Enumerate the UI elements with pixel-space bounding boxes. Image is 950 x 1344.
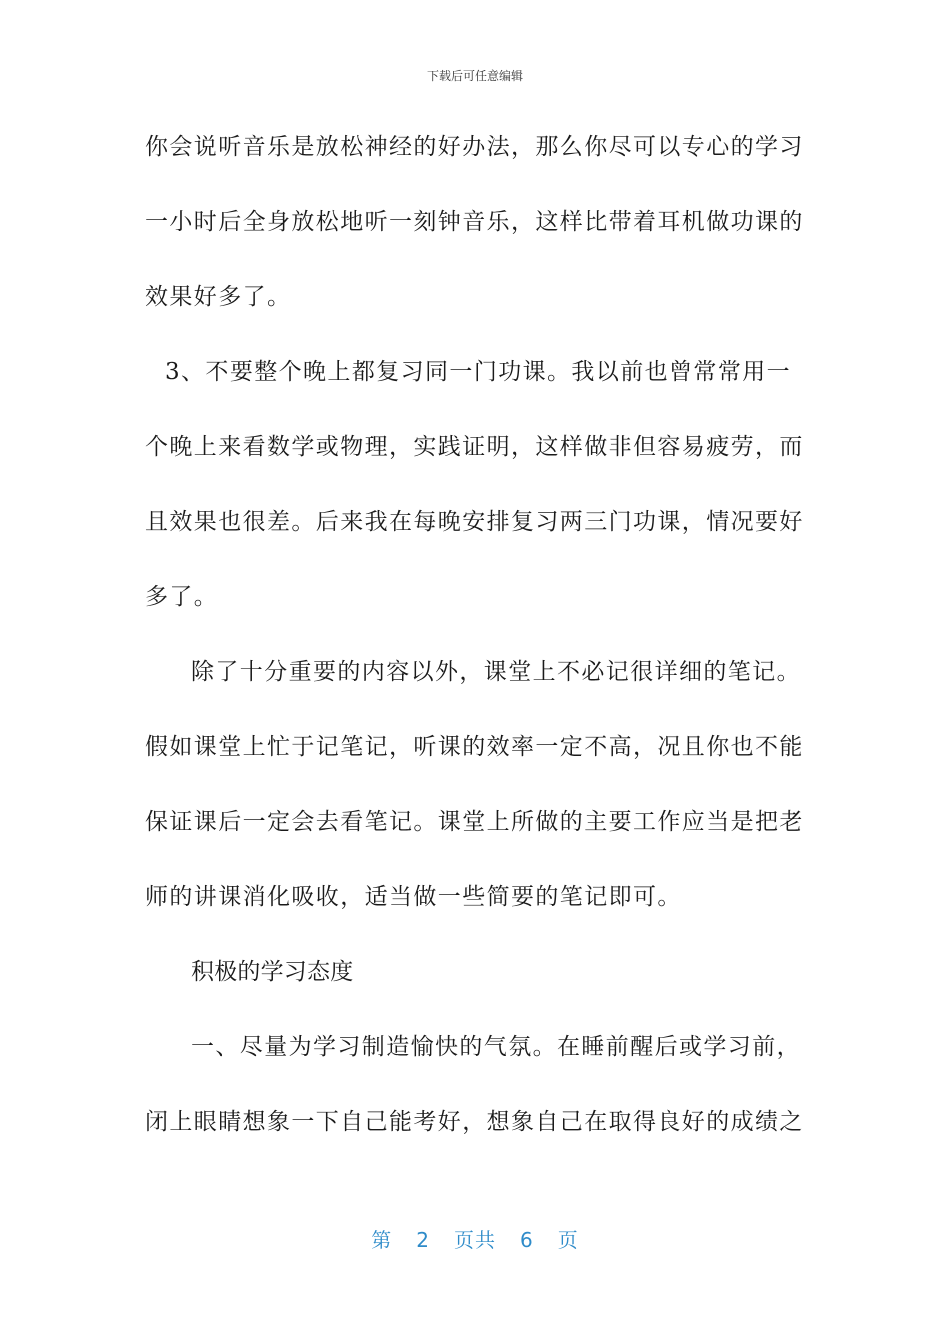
text-line: 个晚上来看数学或物理，实践证明，这样做非但容易疲劳，而	[145, 434, 804, 460]
footer-prefix: 第	[371, 1228, 393, 1252]
text-line: 除了十分重要的内容以外，课堂上不必记很详细的笔记。	[191, 659, 801, 685]
footer-middle: 页共	[454, 1228, 496, 1252]
text-line: 效果好多了。	[145, 284, 292, 310]
footer-total-pages: 6	[520, 1228, 534, 1252]
page-footer	[0, 1224, 950, 1253]
text-line: 师的讲课消化吸收，适当做一些简要的笔记即可。	[145, 884, 682, 910]
text-line: 保证课后一定会去看笔记。课堂上所做的主要工作应当是把老	[145, 809, 804, 835]
section-heading: 积极的学习态度	[191, 959, 354, 985]
text-line: 假如课堂上忙于记笔记，听课的效率一定不高，况且你也不能	[145, 734, 804, 760]
text-line: 一小时后全身放松地听一刻钟音乐，这样比带着耳机做功课的	[145, 209, 804, 235]
text-line: 3、不要整个晚上都复习同一门功课。我以前也曾常常用一	[165, 359, 792, 385]
page-header-note: 下载后可任意编辑	[426, 69, 523, 83]
text-line: 你会说听音乐是放松神经的好办法，那么你尽可以专心的学习	[145, 134, 804, 160]
document-body	[145, 127, 805, 1177]
text-line: 一、尽量为学习制造愉快的气氛。在睡前醒后或学习前，	[191, 1034, 801, 1060]
footer-page-number: 2	[416, 1228, 430, 1252]
text-line: 多了。	[145, 584, 219, 610]
text-line: 且效果也很差。后来我在每晚安排复习两三门功课，情况要好	[145, 509, 804, 535]
text-line: 闭上眼睛想象一下自己能考好，想象自己在取得良好的成绩之	[145, 1109, 804, 1135]
footer-suffix: 页	[557, 1228, 579, 1252]
